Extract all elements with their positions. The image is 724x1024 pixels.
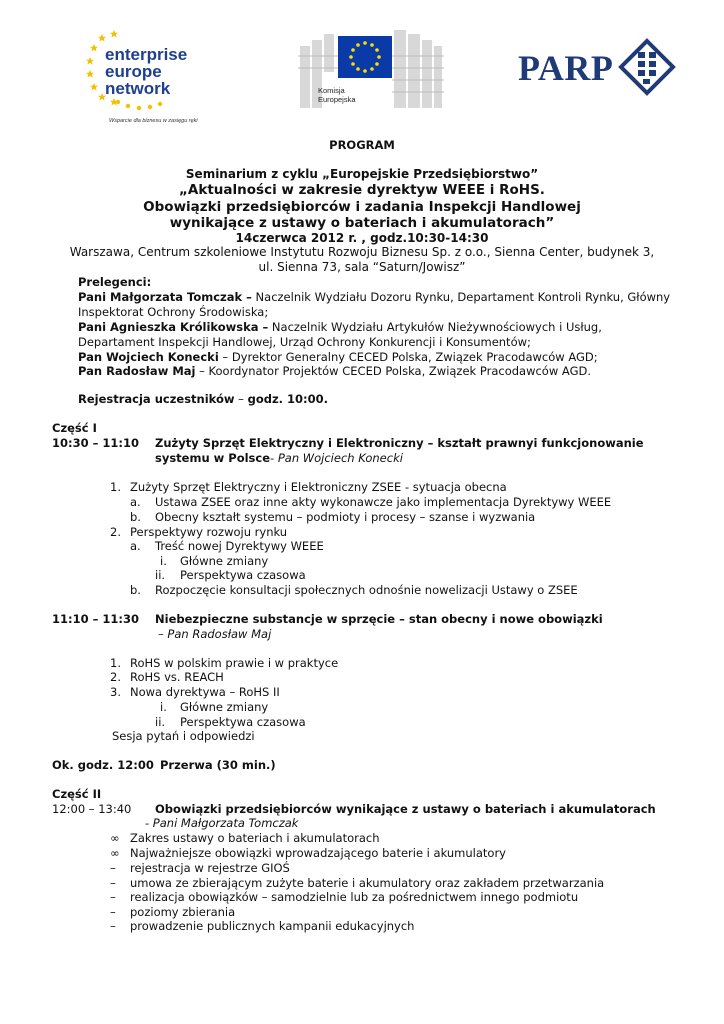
s1-item-1-text: Zużyty Sprzęt Elektryczny i Elektroniczny ZSEE - sytuacja obecna: [130, 480, 507, 494]
s2-item-3ii-num: ii.: [155, 715, 166, 729]
speaker-1: [78, 290, 670, 305]
p2-dash-5: –: [110, 890, 116, 904]
s1-item-2b-num: b.: [130, 583, 141, 597]
s1-item-2aii-num: ii.: [155, 568, 166, 582]
speaker-4: [78, 364, 591, 379]
session1-speaker: - Pan Wojciech Konecki: [270, 451, 403, 465]
p2-item-2-text: Najważniejsze obowiązki wprowadzającego baterie i akumulatory: [130, 846, 506, 860]
session1-title-line1: Zużyty Sprzęt Elektryczny i Elektroniczny – kształt prawnyi funkcjonowanie: [155, 436, 644, 450]
s1-item-2a-text: Treść nowej Dyrektywy WEEE: [155, 539, 324, 553]
title-line3: wynikające z ustawy o bateriach i akumulatorach”: [169, 215, 555, 231]
session1-title-end: systemu w Polsce: [155, 451, 271, 465]
ec-label-line1: Komisja: [318, 86, 345, 95]
een-line3: network: [105, 79, 171, 98]
s1-item-2-num: 2.: [110, 525, 121, 539]
part2-heading: Część II: [52, 787, 102, 801]
s1-item-2ai-num: i.: [160, 554, 167, 568]
p2-dash-4: –: [110, 876, 116, 890]
s1-item-1a-num: a.: [130, 495, 141, 509]
speaker-3-name: Pan Wojciech Konecki: [78, 350, 219, 364]
seminar-date: 14czerwca 2012 r. , godz.10:30-14:30: [235, 231, 489, 245]
speaker-4-name: Pan Radosław Maj: [78, 364, 196, 378]
speaker-1-name: Pani Małgorzata Tomczak –: [78, 290, 252, 304]
speakers-heading: Prelegenci:: [78, 275, 152, 289]
program-heading: PROGRAM: [329, 138, 395, 152]
session1-title-line2: [155, 451, 403, 466]
seminar-line: Seminarium z cyklu „Europejskie Przedsiębiorstwo”: [185, 167, 539, 181]
s2-item-3ii-text: Perspektywa czasowa: [180, 715, 306, 729]
speaker-3: [78, 350, 598, 365]
s1-item-2ai-text: Główne zmiany: [180, 554, 269, 568]
s1-item-2aii-text: Perspektywa czasowa: [180, 568, 306, 582]
een-line2: europe: [105, 62, 162, 81]
s2-item-3-text: Nowa dyrektywa – RoHS II: [130, 685, 280, 699]
s1-item-2b-text: Rozpoczęcie konsultacji społecznych odnośnie nowelizacji Ustawy o ZSEE: [155, 583, 578, 597]
parp-diamond-icon: [618, 38, 676, 96]
p2-dash-6: –: [110, 905, 116, 919]
p2-bullet-1: ∞: [110, 831, 120, 845]
s1-item-2a-num: a.: [130, 539, 141, 553]
parp-wordmark: PARP: [518, 48, 614, 88]
session2-speaker: – Pan Radosław Maj: [158, 627, 272, 641]
part2-title: Obowiązki przedsiębiorców wynikające z ustawy o bateriach i akumulatorach: [155, 802, 656, 816]
registration-line: [78, 392, 328, 407]
session1-time: 10:30 – 11:10: [52, 436, 139, 450]
speaker-2: [78, 320, 638, 335]
s2-item-1-num: 1.: [110, 656, 121, 670]
speaker-2-desc-cont: Departament Inspekcji Handlowej, Urząd Ochrony Konkurencji i Konsumentów;: [78, 335, 531, 349]
part2-time: 12:00 – 13:40: [52, 802, 132, 816]
part2-speaker: - Pani Małgorzata Tomczak: [145, 816, 299, 830]
parp-logo: [518, 38, 678, 98]
star-arc-icon: [112, 98, 164, 112]
ec-label-line2: Europejska: [318, 95, 356, 104]
s2-item-3-num: 3.: [110, 685, 121, 699]
p2-item-1-text: Zakres ustawy o bateriach i akumulatorach: [130, 831, 380, 845]
s1-item-1a-text: Ustawa ZSEE oraz inne akty wykonawcze jako implementacja Dyrektywy WEEE: [155, 495, 612, 509]
enterprise-europe-network-logo: [84, 26, 198, 124]
s2-item-3i-num: i.: [160, 700, 167, 714]
p2-dash-7: –: [110, 919, 116, 933]
s1-item-1-num: 1.: [110, 480, 121, 494]
session2-title: Niebezpieczne substancje w sprzęcie – stan obecny i nowe obowiązki: [155, 612, 603, 626]
p2-item-6-text: poziomy zbierania: [130, 905, 236, 919]
title-line1: „Aktualności w zakresie dyrektyw WEEE i RoHS.: [179, 182, 545, 198]
registration-dash: –: [234, 392, 248, 406]
s2-item-3i-text: Główne zmiany: [180, 700, 269, 714]
session2-qa: Sesja pytań i odpowiedzi: [112, 729, 255, 743]
s1-item-1b-num: b.: [130, 510, 141, 524]
speaker-1-desc: Naczelnik Wydziału Dozoru Rynku, Departament Kontroli Rynku, Główny: [251, 290, 671, 304]
p2-item-5-text: realizacja obowiązków – samodzielnie lub za pośrednictwem innego podmiotu: [130, 890, 579, 904]
registration-label: Rejestracja uczestników: [78, 392, 235, 406]
s1-item-2-text: Perspektywy rozwoju rynku: [130, 525, 288, 539]
p2-item-4-text: umowa ze zbierającym zużyte baterie i akumulatory oraz zakładem przetwarzania: [130, 876, 605, 890]
een-tagline: Wsparcie dla biznesu w zasięgu ręki: [109, 118, 198, 124]
title-line2: Obowiązki przedsiębiorców i zadania Inspekcji Handlowej: [143, 199, 581, 215]
break-time: Ok. godz. 12:00: [52, 758, 154, 772]
s2-item-2-text: RoHS vs. REACH: [130, 670, 224, 684]
p2-item-3-text: rejestracja w rejestrze GIOŚ: [130, 861, 290, 875]
break-text: Przerwa (30 min.): [160, 758, 276, 772]
s1-item-1b-text: Obecny kształt systemu – podmioty i procesy – szanse i wyzwania: [155, 510, 536, 524]
speaker-1-desc-cont: Inspektorat Ochrony Środowiska;: [78, 305, 269, 319]
speaker-2-desc: Naczelnik Wydziału Artykułów Nieżywnościowych i Usług,: [268, 320, 602, 334]
s2-item-1-text: RoHS w polskim prawie i w praktyce: [130, 656, 339, 670]
p2-bullet-2: ∞: [110, 846, 120, 860]
venue-line1: Warszawa, Centrum szkoleniowe Instytutu Rozwoju Biznesu Sp. z o.o., Sienna Center, budynek 3,: [69, 245, 655, 259]
session2-time: 11:10 – 11:30: [52, 612, 139, 626]
part1-heading: Część I: [52, 421, 97, 435]
speaker-4-desc: – Koordynator Projektów CECED Polska, Związek Pracodawców AGD.: [195, 364, 591, 378]
venue-line2: ul. Sienna 73, sala “Saturn/Jowisz”: [258, 260, 466, 274]
speaker-3-desc: – Dyrektor Generalny CECED Polska, Związek Pracodawców AGD;: [218, 350, 598, 364]
european-commission-logo: [298, 26, 444, 112]
p2-item-7-text: prowadzenie publicznych kampanii edukacyjnych: [130, 919, 415, 933]
s2-item-2-num: 2.: [110, 670, 121, 684]
p2-dash-3: –: [110, 861, 116, 875]
speaker-2-name: Pani Agnieszka Królikowska –: [78, 320, 269, 334]
een-line1: enterprise: [105, 45, 188, 64]
registration-time: godz. 10:00.: [247, 392, 328, 406]
